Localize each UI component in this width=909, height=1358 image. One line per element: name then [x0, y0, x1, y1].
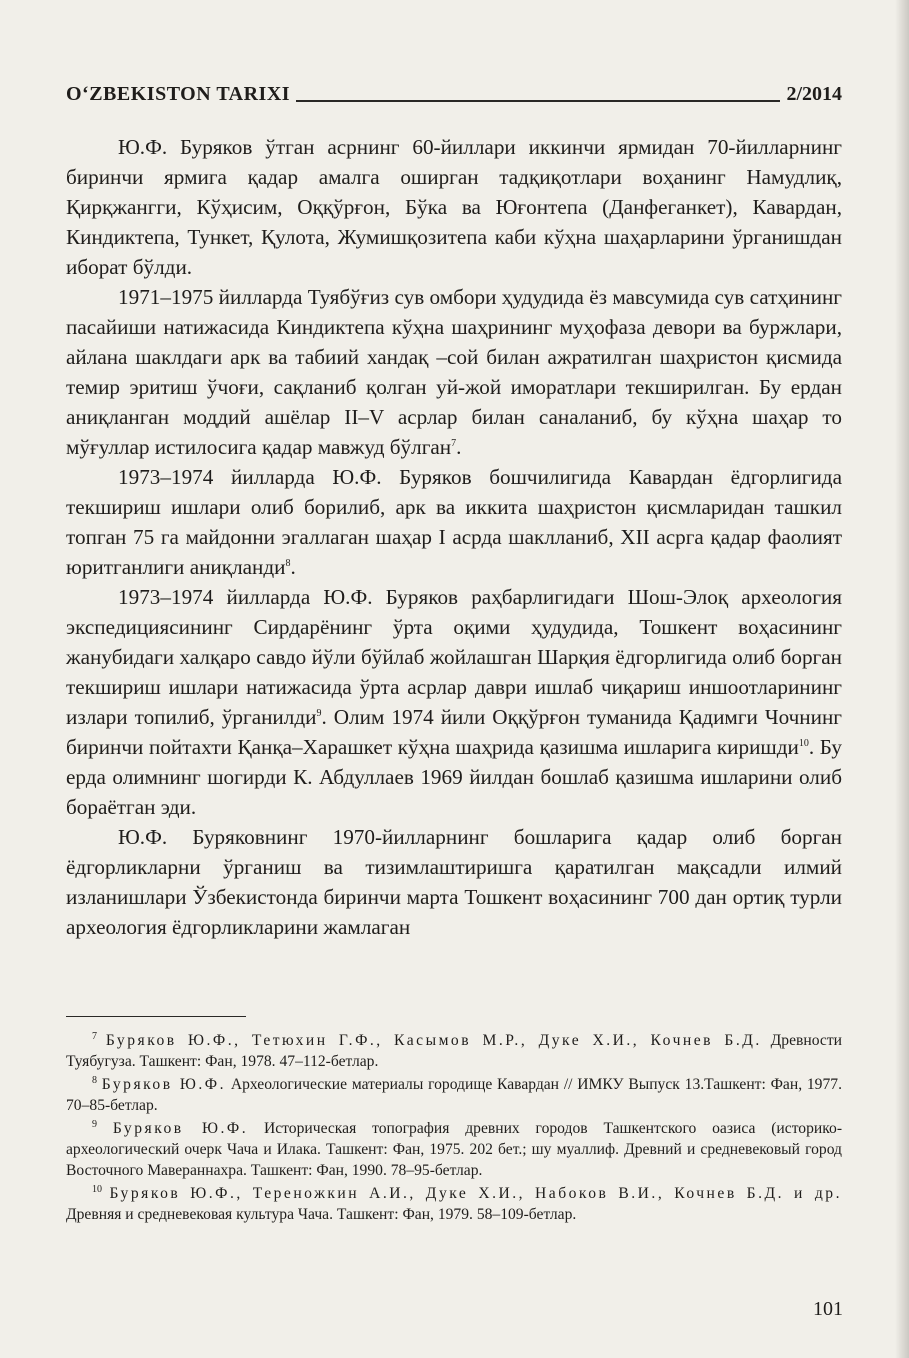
footnote-10-author: Буряков Ю.Ф., Тереножкин А.И., Дуке Х.И., Набоков В.И., Кочнев Б.Д. и др. [109, 1185, 842, 1202]
footnote-8-author: Буряков Ю.Ф. [101, 1076, 227, 1093]
paragraph-1-text: Ю.Ф. Буряков ўтган асрнинг 60-йиллари иккинчи ярмидан 70-йилларнинг биринчи ярмига қадар амалга оширган тадқиқотлари воҳанинг Намудлиқ, Қирқжангги, Кўҳисим, Оққўрғон, Бўка ва Юғонтепа (Данфеганкет), Кавардан, Киндиктепа, Тункет, Қулота, Жумишқозитепа каби кўҳна шаҳарларини ўрганишдан иборат бўлди. [66, 135, 842, 279]
scan-edge-shadow [895, 0, 909, 1358]
footnote-8-text: Археологические материалы городище Кавардан // ИМКУ Выпуск 13.Ташкент: Фан, 1977. 70–85-бетлар. [66, 1076, 842, 1114]
paragraph-4-period-a: . [321, 705, 327, 729]
paragraph-4-text-c: Бу ерда олимнинг шогирди К. Абдуллаев 1969 йилдан бошлаб қазишма ишларини олиб бораётган эди. [66, 735, 842, 819]
page-number: 101 [813, 1298, 843, 1320]
paragraph-5-text: Ю.Ф. Буряковнинг 1970-йилларнинг бошларига қадар олиб борган ёдгорликларни ўрганиш ва тизимлаштиришга қаратилган мақсадли илмий изланишлари Ўзбекистонда биринчи марта Тошкент воҳасининг 700 дан ортиқ турли археология ёдгорликларини жамлаган [66, 825, 842, 939]
paragraph-3-text: 1973–1974 йилларда Ю.Ф. Буряков бошчилигида Кавардан ёдгорлигида текшириш ишлари олиб борилиб, арк ва иккита шаҳристон қисмларидан ташкил топган 75 га майдонни эгаллаган шаҳар I асрда шаклланиб, XII асрга қадар фаолият юритганлиги аниқланди [66, 465, 842, 579]
header-rule [296, 100, 780, 102]
footnote-7-number: 7 [92, 1030, 97, 1042]
paragraph-2: 1971–1975 йилларда Туябўғиз сув омбори ҳудудида ёз мавсумида сув сатҳининг пасайиши натижасида Киндиктепа кўҳна шаҳрининг муҳофаза девори ва буржлари, айлана шаклдаги арк ва табиий хандақ –сой билан ажратилган шаҳристон қисмида темир эритиш ўчоғи, сақланиб қолган уй-жой иморатлари текширилган. Бу ердан аниқланган моддий ашёлар II–V асрлар билан саналаниб, бу кўҳна шаҳар то мўғуллар истилосига қадар мавжуд бўлган$^7$. [66, 285, 842, 459]
footnote-10-number: 10 [92, 1183, 102, 1195]
paragraph-2-text: 1971–1975 йилларда Туябўғиз сув омбори ҳудудида ёз мавсумида сув сатҳининг пасайиши натижасида Киндиктепа кўҳна шаҳрининг муҳофаза девори ва буржлари, айлана шаклдаги арк ва табиий хандақ –сой билан ажратилган шаҳристон қисмида темир эритиш ўчоғи, сақланиб қолган уй-жой иморатлари текширилган. Бу ердан аниқланган моддий ашёлар II–V асрлар билан саналаниб, бу кўҳна шаҳар то мўғуллар истилосига қадар мавжуд бўлган [66, 285, 842, 459]
footnote-7-author: Буряков Ю.Ф., Тетюхин Г.Ф., Касымов М.Р., Дуке Х.И., Кочнев Б.Д. [105, 1032, 762, 1049]
footnote-9-number: 9 [92, 1118, 97, 1130]
footnote-ref-7[interactable]: 7 [451, 437, 457, 449]
footnote-ref-9[interactable]: 9 [316, 707, 322, 719]
footnote-rule [66, 1016, 246, 1017]
article-body [66, 132, 842, 942]
footnote-9 [66, 1118, 842, 1181]
footnote-7 [66, 1030, 842, 1072]
paragraph-4-text-b: Олим 1974 йили Оққўрғон туманида Қадимги Чочнинг биринчи пойтахти Қанқа–Харашкет кўҳна шаҳрида қазишма ишларига киришди [66, 705, 842, 759]
footnote-7-text: Древности Туябугуза. Ташкент: Фан, 1978. 47–112-бетлар. [66, 1032, 842, 1070]
running-header [66, 76, 842, 106]
paragraph-3-end: . [290, 555, 296, 579]
paragraph-5 [66, 822, 842, 942]
footnote-ref-10[interactable]: 10 [798, 737, 809, 749]
journal-title: O‘ZBEKISTON TARIXI [66, 83, 291, 105]
footnote-8 [66, 1074, 842, 1116]
footnotes [66, 1030, 842, 1227]
paragraph-1 [66, 132, 842, 282]
footnote-8-number: 8 [92, 1074, 97, 1086]
paragraph-4 [66, 582, 842, 822]
footnote-10-text: Древняя и средневековая культура Чача. Ташкент: Фан, 1979. 58–109-бетлар. [66, 1206, 577, 1223]
paragraph-4-period-b: . [808, 735, 815, 759]
footnote-ref-8[interactable]: 8 [285, 557, 291, 569]
paragraph-4-text-a: 1973–1974 йилларда Ю.Ф. Буряков раҳбарлигидаги Шош-Элоқ археология экспедициясининг Сирдарёнинг ўрта оқими ҳудудида, Тошкент воҳасининг жанубидаги халқаро савдо йўли бўйлаб жойлашган Шарқия ёдгорлигида олиб борган текшириш ишлари натижасида ўрта асрлар даври ишлаб чиқариш иншоотларининг излари топилиб, ўрганилди [66, 585, 842, 729]
issue-number: 2/2014 [786, 83, 842, 105]
footnote-10 [66, 1183, 842, 1225]
footnote-9-author: Буряков Ю.Ф. [112, 1120, 249, 1137]
footnote-9-text: Историческая топография древних городов Ташкентского оазиса (историко-археологический очерк Чача и Илака. Ташкент: Фан, 1975. 202 бет.; шу муаллиф. Древний и средневековый город Восточного Мавераннахра. Ташкент: Фан, 1990. 78–95-бетлар. [66, 1120, 843, 1179]
paragraph-3 [66, 462, 842, 582]
